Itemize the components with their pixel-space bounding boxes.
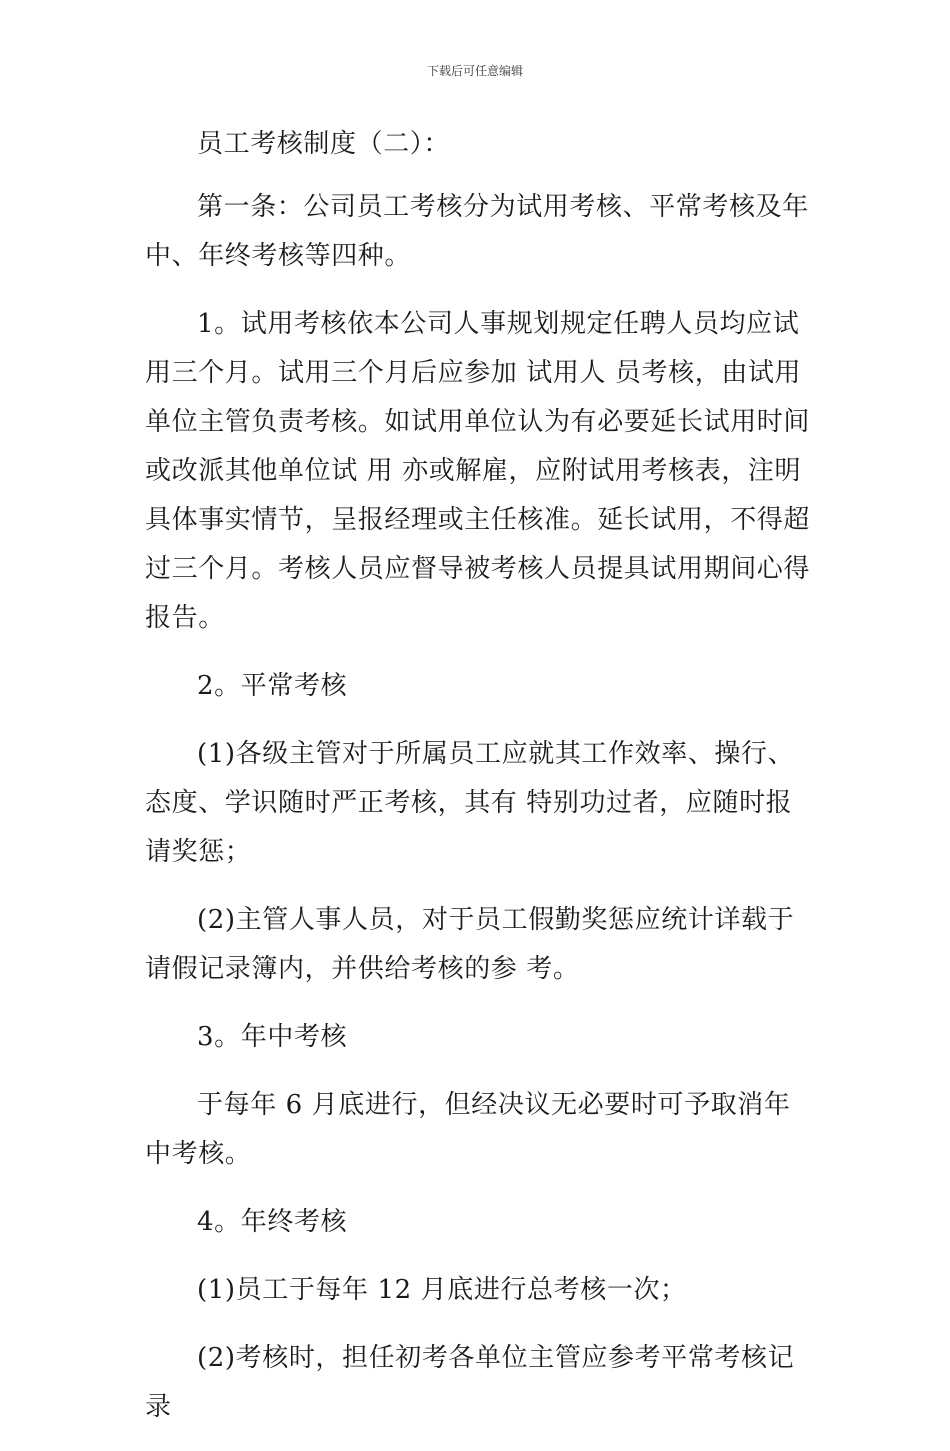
paragraph-yearend-review-1: (1)员工于每年 12 月底进行总考核一次；	[197, 1275, 687, 1305]
paragraph-regular-review-2: (2)主管人事人员，对于员工假勤奖惩应统计详载于请假记录簿内，并供给考核的参 考。	[145, 905, 795, 984]
paragraph-midyear-review: 于每年 6 月底进行，但经决议无必要时可予取消年中考核。	[145, 1090, 791, 1169]
document-title: 员工考核制度（二）：	[197, 129, 451, 159]
paragraph-yearend-review-2: (2)考核时，担任初考各单位主管应参考平常考核记录	[145, 1343, 795, 1422]
paragraph-article-1: 第一条：公司员工考核分为试用考核、平常考核及年中、年终考核等四种。	[145, 192, 809, 271]
paragraph-regular-review-heading: 2。平常考核	[197, 671, 348, 701]
document-body	[145, 120, 810, 1451]
paragraph-probation-review: 1。试用考核依本公司人事规划规定任聘人员均应试用三个月。试用三个月后应参加 试用人 员考核，由试用单位主管负责考核。如试用单位认为有必要延长试用时间或改派其他单位试 用 亦或解雇，应附试用考核表，注明具体事实情节，呈报经理或主任核准。延长试用，不得超过三个月。考核人员应督导被考核人员提具试用期间心得报告。	[145, 309, 811, 633]
paragraph-midyear-review-heading: 3。年中考核	[197, 1022, 348, 1052]
paragraph-regular-review-1: (1)各级主管对于所属员工应就其工作效率、操行、态度、学识随时严正考核，其有 特别功过者，应随时报请奖惩；	[145, 739, 795, 867]
header-note: 下载后可任意编辑	[426, 64, 523, 78]
paragraph-yearend-review-heading: 4。年终考核	[197, 1207, 348, 1237]
